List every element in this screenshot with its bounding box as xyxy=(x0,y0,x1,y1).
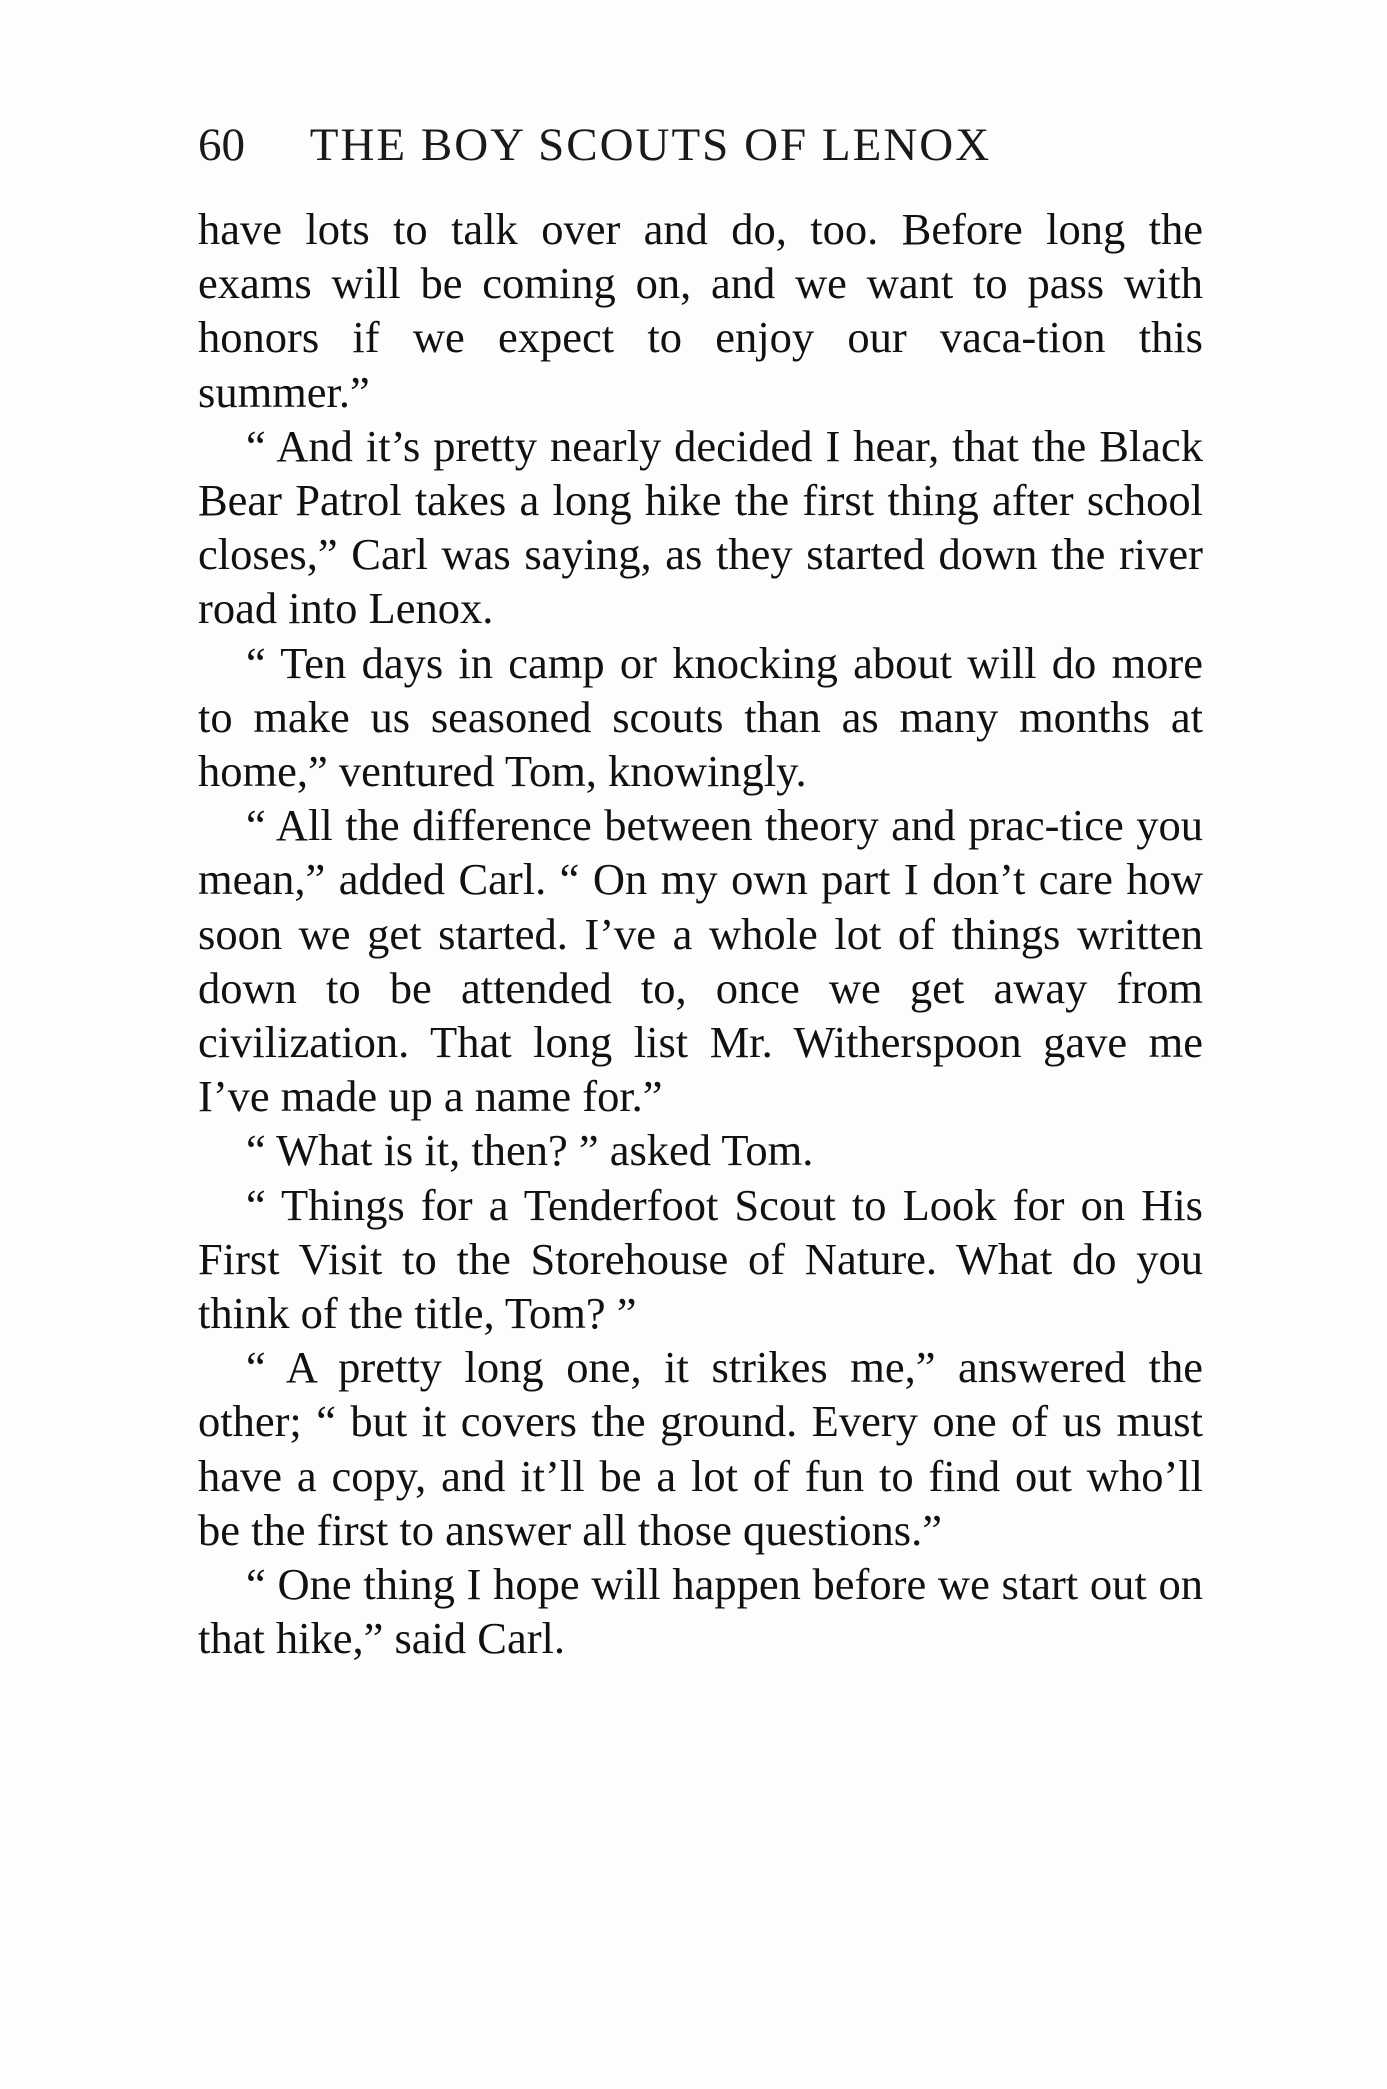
paragraph: “ All the difference between theory and prac-tice you mean,” added Carl. “ On my own part I don’t care how soon we get started. I’ve a whole lot of things written down to be attended to, once we get away from civilization. That long list Mr. Witherspoon gave me I’ve made up a name for.” xyxy=(198,800,1203,1122)
page-header xyxy=(198,118,1078,178)
paragraph: “ Things for a Tenderfoot Scout to Look for on His First Visit to the Storehouse of Nature. What do you think of the title, Tom? ” xyxy=(198,1179,1203,1339)
page-number: 60 xyxy=(198,119,245,171)
running-head: THE BOY SCOUTS OF LENOX xyxy=(309,119,992,171)
paragraph: have lots to talk over and do, too. Before long the exams will be coming on, and we want to pass with honors if we expect to enjoy our vaca-tion this summer.” xyxy=(198,204,1203,417)
paragraph: “ What is it, then? ” asked Tom. xyxy=(246,1125,814,1176)
paragraph: “ A pretty long one, it strikes me,” answered the other; “ but it covers the ground. Every one of us must have a copy, and it’ll be a lot of fun to find out who’ll be the first to answer all those questions.” xyxy=(198,1342,1203,1555)
paragraph: “ Ten days in camp or knocking about will do more to make us seasoned scouts than as many months at home,” ventured Tom, knowingly. xyxy=(198,637,1203,797)
paragraph: “ One thing I hope will happen before we start out on that hike,” said Carl. xyxy=(198,1559,1203,1664)
paragraph: “ And it’s pretty nearly decided I hear, that the Black Bear Patrol takes a long hike the first thing after school closes,” Carl was saying, as they started down the river road into Lenox. xyxy=(198,420,1203,634)
body-text xyxy=(198,202,1203,1665)
